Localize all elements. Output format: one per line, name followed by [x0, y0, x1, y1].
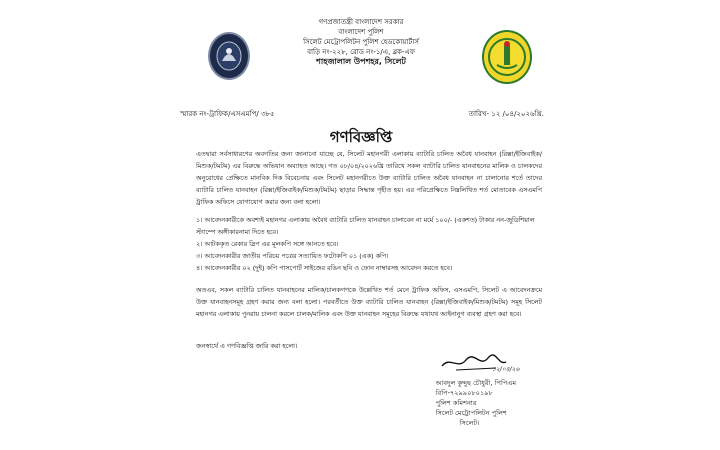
signatory-designation: পুলিশ কমিশনার: [435, 399, 477, 407]
notice-title: গণবিজ্ঞপ্তি: [329, 128, 393, 146]
condition-item-2: ২। আটককৃত রেকার স্লিপ এর মূলকপি সঙ্গে আনতে হবে।: [196, 240, 339, 248]
header-bangladesh-police: বাংলাদেশ পুলিশ: [338, 28, 384, 36]
signatory-city: সিলেট।: [459, 419, 480, 427]
paragraph-directive: অতএব, সকল ব্যাটারি চালিত যানবাহনের মালিক/চালকগণকে উল্লেখিত শর্ত মেনে ট্রাফিক অফিস, এসএমপি, সিলেট এ আবেদনক্রমে উক্ত যানবাহনসমূহ গ্রহণ করার জন্য বলা হলো। পরবর্তীতে উক্ত ব্যাটারি চালিত যানবাহন (রিক্সা/ইজিবাইক/মিশুক/টমটম) সমূহ সিলেট মহানগর এলাকায় পুনরায় চালনা করলে চালক/মালিক এবং উক্ত যানবাহন সমূহের বিরুদ্ধে যথাযথ আইনানুগ ব্যবস্থা গ্রহণ করা হবে।: [196, 286, 542, 318]
closing-line: জনস্বার্থে এ গণবিজ্ঞপ্তি জারি করা হলো।: [196, 342, 298, 350]
condition-item-1: ১। আবেদনকারীকে অবশ্যই মহানগর এলাকায় অবৈধ ব্যাটারি চালিত যানবাহন চালাবেন না মর্মে ১০০/- (একশত) টাকার নন-জুডিশিয়াল স্ট্যাম্পে অঙ্গীকারনামা দিতে হবে।: [196, 216, 535, 236]
header-address: বাড়ি নং-২২৮, রোড নং-১/এ, ব্লক-এফ: [307, 48, 415, 56]
signatory-bp-number: বিপি-৭২৯৯০৮০১৯৮: [435, 389, 493, 397]
header-government: গণপ্রজাতন্ত্রী বাংলাদেশ সরকার: [318, 18, 404, 26]
handwritten-signature: [436, 352, 526, 376]
notice-document: [166, 4, 556, 446]
memo-date: তারিখ- ১২ /০৪/২০২৬খ্রি.: [468, 110, 544, 118]
signatory-name: আবদুল কুদ্দুছ চৌধুরী, পিপিএম: [435, 379, 516, 387]
header-city: শাহজালাল উপশহর, সিলেট: [316, 57, 406, 66]
signature-block: [436, 378, 516, 428]
condition-item-4: ৪। আবেদনকারীর ০২ (দুই) কপি পাসপোর্ট সাইজের রঙিন ছবি ও ফোন নাম্বারসহ আবেদন করতে হবে।: [196, 264, 453, 272]
condition-item-3: ৩। আবেদনকারীর জাতীয় পরিচয় পত্রের সত্যায়িত ফটোকপি ০১ (এক) কপি।: [196, 252, 389, 260]
signatory-office: সিলেট মেট্রোপলিটন পুলিশ: [435, 409, 507, 417]
header-smp-hq: সিলেট মেট্রোপলিটন পুলিশ হেডকোয়ার্টার্স: [303, 38, 419, 46]
signature-date: ১২/০৪/২৬: [492, 366, 520, 373]
memo-reference: স্মারক নং-ট্রাফিক/এসএমপি/ ৩৮৫: [180, 110, 275, 118]
paragraph-intro: এতদ্বারা সর্বসাধারণের অবগতির জন্য জানানো যাচ্ছে যে, সিলেট মহানগরী এলাকায় ব্যাটারি চালিত অবৈধ যানবাহন (রিক্সা/ইজিবাইক/মিশুক/টমটম) এর বিরুদ্ধে অভিযান অব্যাহত আছে। গত ০৮/০৪/২০২৬খ্রি তারিখে সকল ব্যাটারি চালিত যানবাহনের মালিক ও চালকদের অনুরোধের প্রেক্ষিতে মানবিক দিক বিবেচনায় এবং সিলেট মহানগরীতে উক্ত ব্যাটারি চালিত অবৈধ যানবাহন না চালানোর শর্তে তাদের ব্যাটারি চালিত যানবাহন (রিক্সা/ইজিবাইক/মিশুক/টমটম) ছাড়ার সিদ্ধান্ত গৃহীত হয়। এর পরিপ্রেক্ষিতে নিম্নলিখিত শর্ত মোতাবেক এসএমপি ট্রাফিক অফিসে যোগাযোগ করার জন্য বলা হলো।: [196, 150, 542, 206]
